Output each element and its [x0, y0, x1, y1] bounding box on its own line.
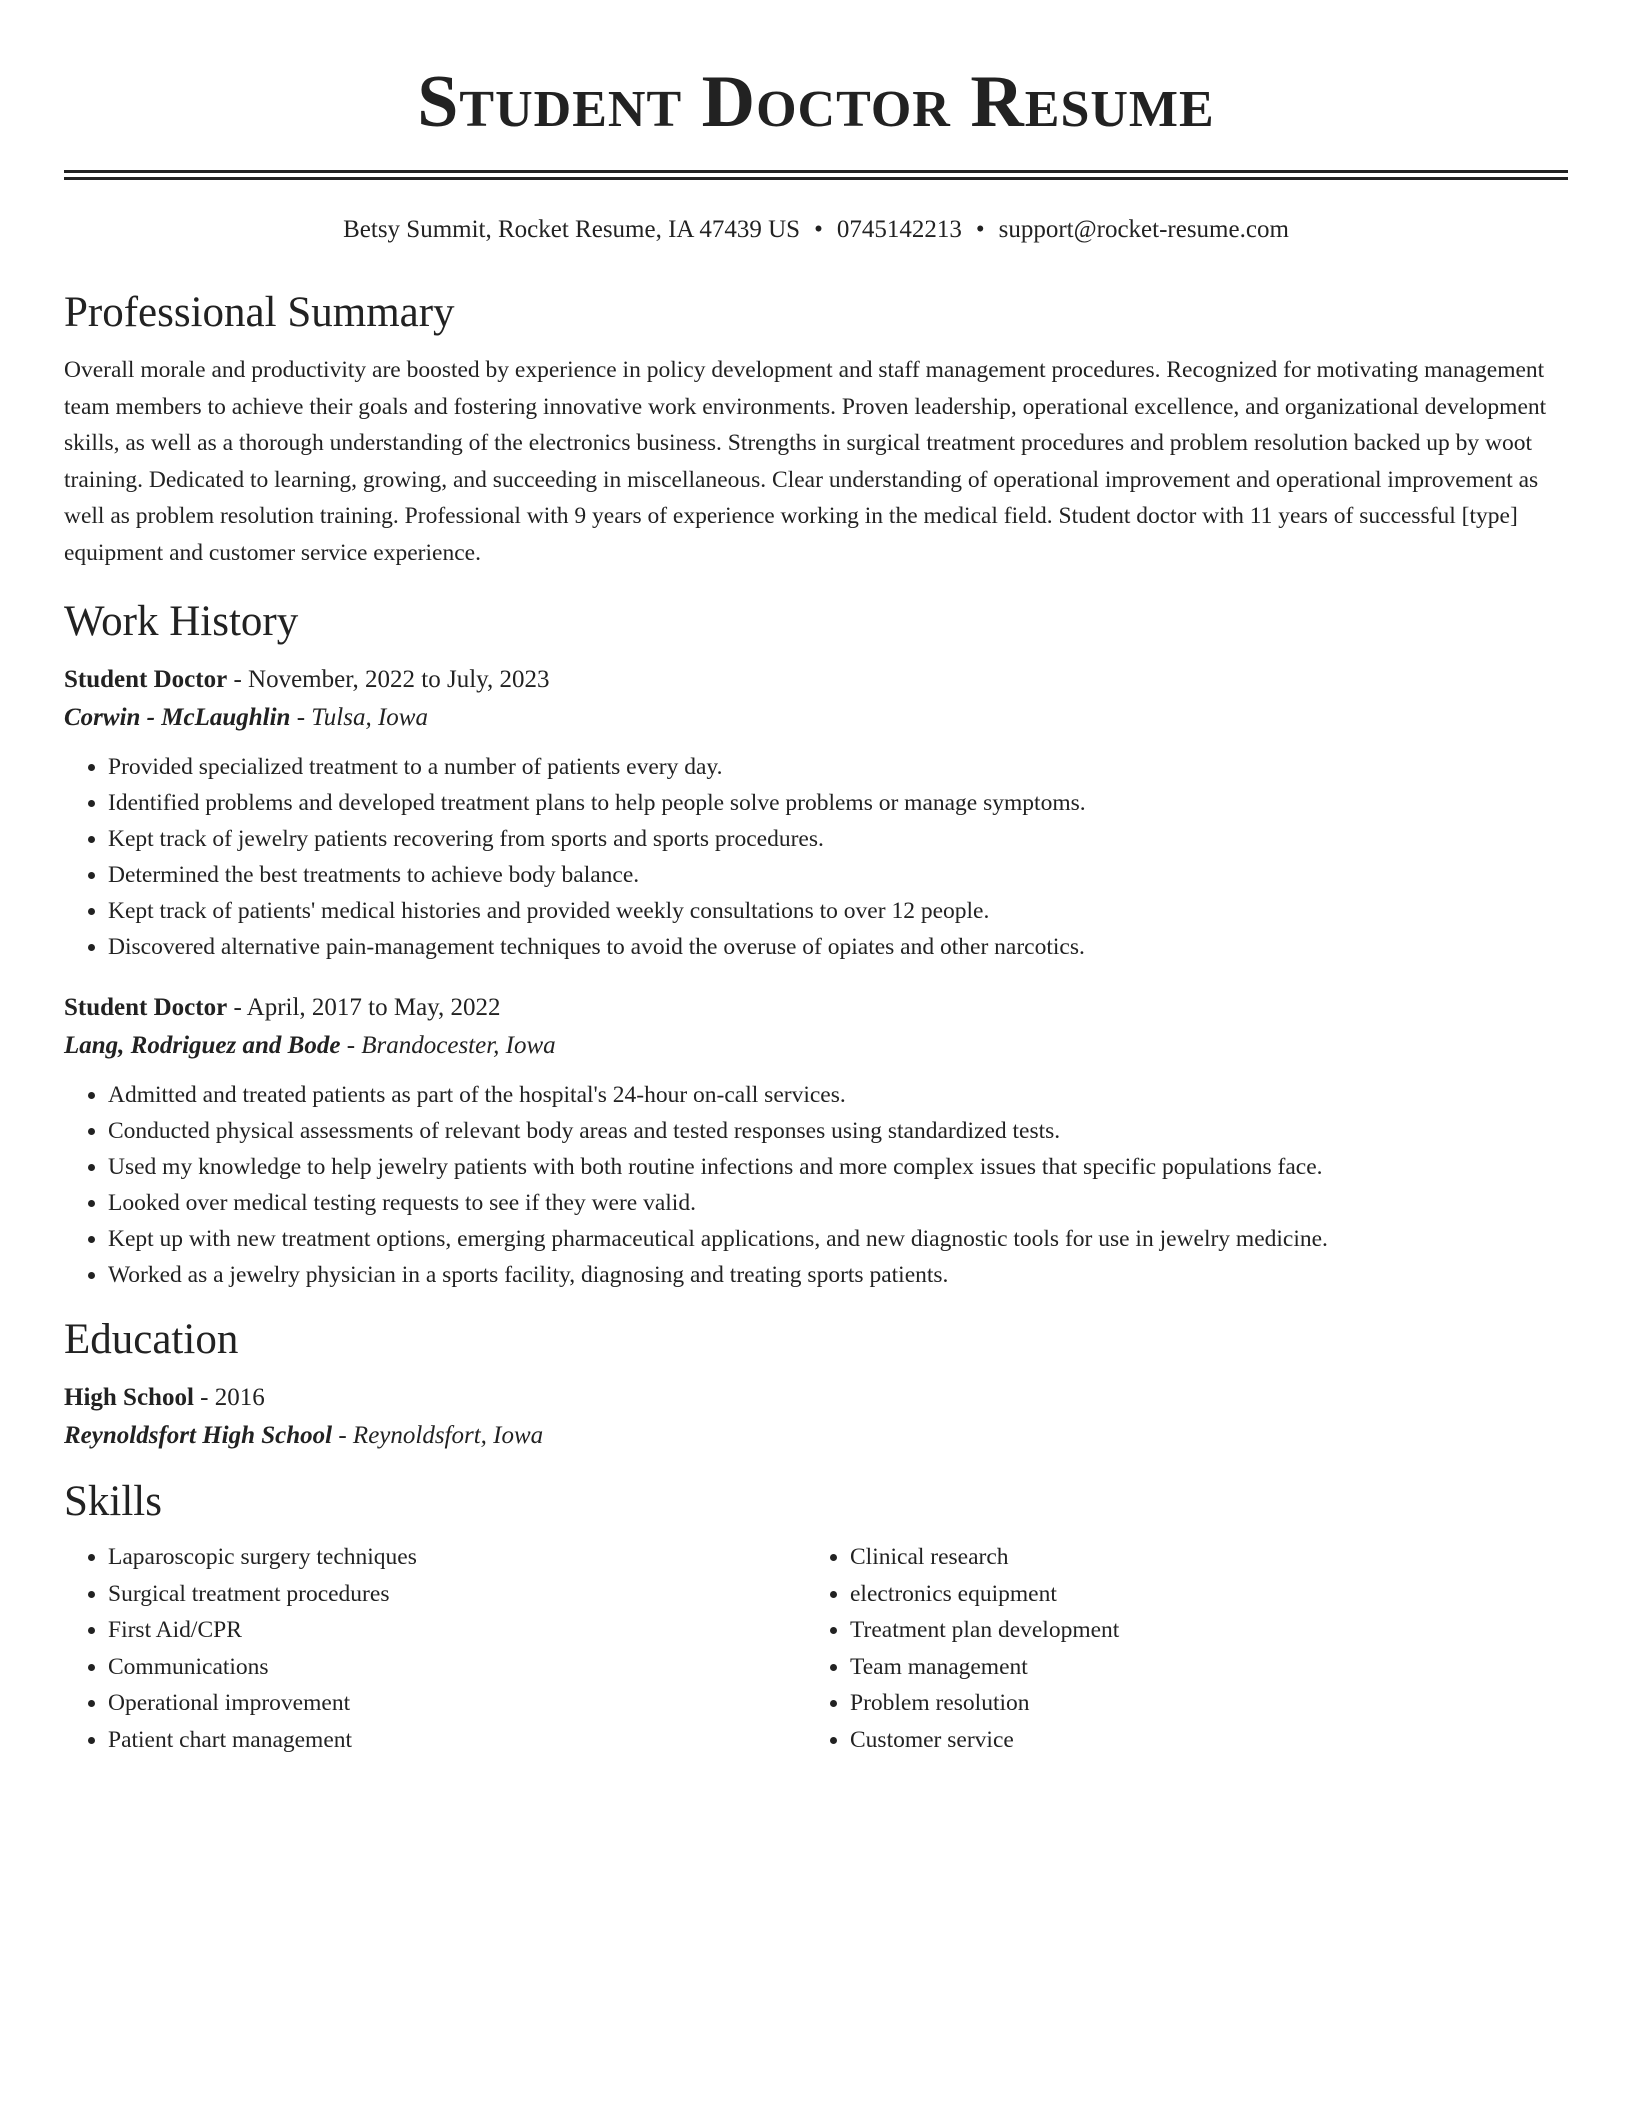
skill-item: • Surgical treatment procedures [108, 1576, 806, 1613]
job-company-line [64, 699, 1568, 737]
education-location: - Reynoldsfort, Iowa [332, 1422, 544, 1449]
list-item: • Looked over medical testing requests to see if they were valid. [108, 1185, 1568, 1221]
job-company: Lang, Rodriguez and Bode [64, 1032, 341, 1059]
education-year: - 2016 [193, 1384, 265, 1411]
skills-columns [64, 1539, 1568, 1758]
education-school: Reynoldsfort High School [64, 1422, 333, 1449]
job-company: Corwin - McLaughlin [64, 704, 291, 731]
job-entry [64, 989, 1568, 1293]
skill-item: • Laparoscopic surgery techniques [108, 1539, 806, 1576]
summary-heading: Professional Summary [64, 289, 455, 336]
job-title-line [64, 989, 1568, 1027]
skill-item: • Team management [850, 1649, 1566, 1686]
list-item: • Admitted and treated patients as part of the hospital's 24-hour on-call services. [108, 1077, 1568, 1113]
list-item: • Kept track of jewelry patients recovering from sports and sports procedures. [108, 821, 1568, 857]
resume-title: Student Doctor Resume [417, 61, 1215, 143]
contact-line [64, 214, 1568, 246]
job-title-line [64, 661, 1568, 699]
contact-separator: • [975, 216, 985, 243]
skill-item: • electronics equipment [850, 1576, 1566, 1613]
list-item: • Kept track of patients' medical histories and provided weekly consultations to over 12 people. [108, 893, 1568, 929]
education-degree: High School [64, 1384, 194, 1411]
education-heading: Education [64, 1316, 239, 1363]
job-company-line [64, 1027, 1568, 1065]
contact-email: support@rocket-resume.com [998, 216, 1289, 243]
work-history-heading: Work History [64, 598, 299, 645]
contact-separator: • [814, 216, 823, 243]
contact-phone: 0745142213 [836, 216, 962, 243]
list-item: • Worked as a jewelry physician in a sports facility, diagnosing and treating sports patients. [108, 1257, 1568, 1293]
list-item: • Determined the best treatments to achieve body balance. [108, 857, 1568, 893]
job-location: - Brandocester, Iowa [340, 1032, 556, 1059]
contact-address: Betsy Summit, Rocket Resume, IA 47439 US [343, 216, 801, 243]
skill-item: • First Aid/CPR [108, 1612, 806, 1649]
job-title: Student Doctor [64, 666, 228, 693]
list-item: • Used my knowledge to help jewelry patients with both routine infections and more complex issues that specific populations face. [108, 1149, 1568, 1185]
education-degree-line [64, 1379, 1568, 1417]
skill-item: • Clinical research [850, 1539, 1566, 1576]
skill-item: • Customer service [850, 1722, 1566, 1759]
skills-right-column [806, 1539, 1566, 1758]
job-dates: - November, 2022 to July, 2023 [227, 666, 550, 693]
job-entry [64, 661, 1568, 965]
list-item: • Discovered alternative pain-management techniques to avoid the overuse of opiates and other narcotics. [108, 929, 1568, 965]
title-double-rule [64, 170, 1568, 180]
skill-item: • Patient chart management [108, 1722, 806, 1759]
list-item: • Kept up with new treatment options, emerging pharmaceutical applications, and new diagnostic tools for use in jewelry medicine. [108, 1221, 1568, 1257]
job-location: - Tulsa, Iowa [290, 704, 428, 731]
summary-text: Overall morale and productivity are boosted by experience in policy development and staff management procedures. Recognized for motivating management team members to achieve their goals and fostering innovative work environments. Proven leadership, operational excellence, and organizational development skills, as well as a thorough understanding of the electronics business. Strengths in surgical treatment procedures and problem resolution backed up by woot training. Dedicated to learning, growing, and succeeding in miscellaneous. Clear understanding of operational improvement and operational improvement as well as problem resolution training. Professional with 9 years of experience working in the medical field. Student doctor with 11 years of successful [type] equipment and customer service experience. [64, 357, 1547, 566]
job-bullets [64, 749, 1568, 965]
education-school-line [64, 1417, 1568, 1455]
list-item: • Conducted physical assessments of relevant body areas and tested responses using standardized tests. [108, 1113, 1568, 1149]
skills-heading: Skills [64, 1478, 162, 1525]
skill-item: • Communications [108, 1649, 806, 1686]
job-dates: - April, 2017 to May, 2022 [227, 994, 501, 1021]
skills-left-column [64, 1539, 806, 1758]
list-item: • Identified problems and developed treatment plans to help people solve problems or manage symptoms. [108, 785, 1568, 821]
skill-item: • Problem resolution [850, 1685, 1566, 1722]
job-title: Student Doctor [64, 994, 228, 1021]
job-bullets [64, 1077, 1568, 1293]
skill-item: • Operational improvement [108, 1685, 806, 1722]
skill-item: • Treatment plan development [850, 1612, 1566, 1649]
list-item: • Provided specialized treatment to a number of patients every day. [108, 749, 1568, 785]
